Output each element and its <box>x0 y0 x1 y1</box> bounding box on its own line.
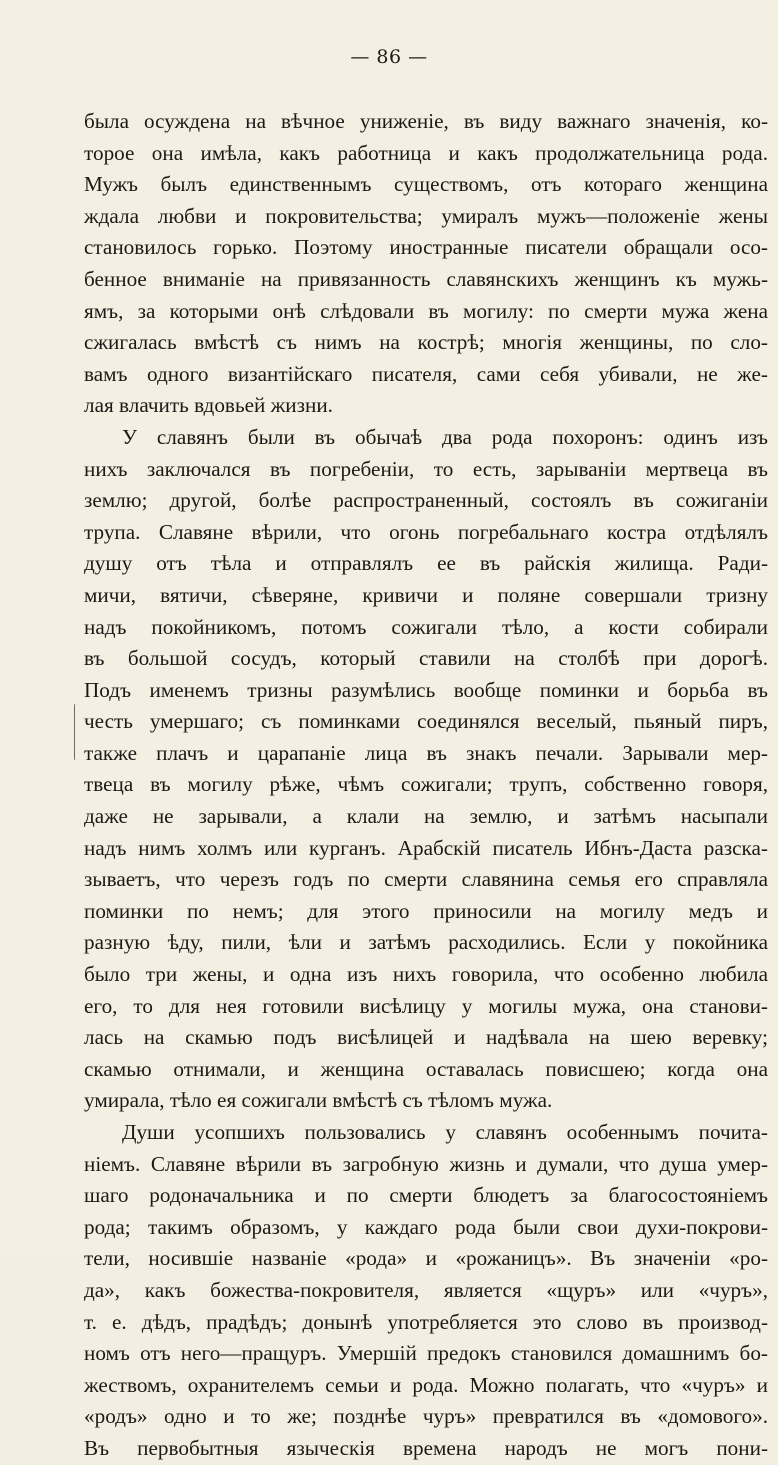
text-line: разную ѣду, пили, ѣли и затѣмъ расходились. Если у покойника <box>84 930 768 955</box>
text-line: У славянъ были въ обычаѣ два рода похоронъ: одинъ изъ <box>122 424 768 449</box>
text-line: Въ первобытныя языческія времена народъ не могъ пони- <box>84 1435 768 1460</box>
text-line: его, то для нея готовили висѣлицу у могилы мужа, она станови- <box>84 993 768 1018</box>
text-line: лась на скамью подъ висѣлицей и надѣвала на шею веревку; <box>84 1025 768 1050</box>
text-line: даже не зарывали, а клали на землю, и затѣмъ насыпали <box>84 804 768 829</box>
text-line: также плачъ и царапаніе лица въ знакъ печали. Зарывали мер- <box>84 740 768 765</box>
text-line: тели, носившіе названіе «рода» и «рожаницъ». Въ значеніи «ро- <box>84 1246 768 1271</box>
text-line: нихъ заключался въ погребеніи, то есть, зарываніи мертвеца въ <box>84 456 768 481</box>
page-number: — 86 — <box>350 46 428 68</box>
text-line: трупа. Славяне вѣрили, что огонь погребальнаго костра отдѣлялъ <box>84 519 768 544</box>
text-line: «родъ» одно и то же; позднѣе чуръ» превратился въ «домового». <box>84 1404 768 1429</box>
text-line: надъ нимъ холмъ или курганъ. Арабскій писатель Ибнъ-Даста разска- <box>84 835 768 860</box>
margin-pencil-mark <box>74 704 77 760</box>
text-line: Мужъ былъ единственнымъ существомъ, отъ котораго женщина <box>84 172 768 197</box>
text-line: въ большой сосудъ, который ставили на столбѣ при дорогѣ. <box>84 646 768 671</box>
text-line: зываетъ, что черезъ годъ по смерти славянина семья его справляла <box>84 867 768 892</box>
text-line: становилось горько. Поэтому иностранные писатели обращали осо- <box>84 235 768 260</box>
text-line: шаго родоначальника и по смерти блюдетъ за благосостояніемъ <box>84 1183 768 1208</box>
text-line: надъ покойникомъ, потомъ сожигали тѣло, а кости собирали <box>84 614 768 639</box>
text-line: торое она имѣла, какъ работница и какъ продолжательница рода. <box>84 140 768 165</box>
text-line: номъ отъ него—пращуръ. Умершій предокъ становился домашнимъ бо- <box>84 1341 768 1366</box>
text-line: была осуждена на вѣчное униженіе, въ виду важнаго значенія, ко- <box>84 109 768 133</box>
text-line: душу отъ тѣла и отправлялъ ее въ райскія жилища. Ради- <box>84 551 768 576</box>
text-line: скамью отнимали, и женщина оставалась повисшею; когда она <box>84 1056 768 1081</box>
text-line: твеца въ могилу рѣже, чѣмъ сожигали; трупъ, собственно говоря, <box>84 772 768 797</box>
text-line: мичи, вятичи, сѣверяне, кривичи и поляне совершали тризну <box>84 582 768 607</box>
text-line: поминки по немъ; для этого приносили на могилу медъ и <box>84 898 768 923</box>
page-body-text <box>84 106 768 1465</box>
text-line: ямъ, за которыми онѣ слѣдовали въ могилу: по смерти мужа жена <box>84 298 768 323</box>
text-line: вамъ одного византійскаго писателя, сами себя убивали, не же- <box>84 361 768 386</box>
text-line: умирала, тѣло ея сожигали вмѣстѣ съ тѣломъ мужа. <box>84 1088 553 1113</box>
text-line: бенное вниманіе на привязанность славянскихъ женщинъ къ мужь- <box>84 266 768 291</box>
text-line: было три жены, и одна изъ нихъ говорила, что особенно любила <box>84 962 768 987</box>
text-line: да», какъ божества-покровителя, является «щуръ» или «чуръ», <box>84 1277 768 1302</box>
text-line: Души усопшихъ пользовались у славянъ особеннымъ почита- <box>122 1120 768 1144</box>
text-line: честь умершаго; съ поминками соединялся веселый, пьяный пиръ, <box>84 709 768 734</box>
text-line: сжигалась вмѣстѣ съ нимъ на кострѣ; многія женщины, по сло- <box>84 330 768 355</box>
text-line: Подъ именемъ тризны разумѣлись вообще поминки и борьба въ <box>84 677 768 702</box>
text-line: лая влачить вдовьей жизни. <box>84 393 333 418</box>
text-line: ніемъ. Славяне вѣрили въ загробную жизнь и думали, что душа умер- <box>84 1151 768 1176</box>
text-line: ждала любви и покровительства; умиралъ мужъ—положеніе жены <box>84 203 768 228</box>
text-line: жествомъ, охранителемъ семьи и рода. Можно полагать, что «чуръ» и <box>84 1372 768 1397</box>
text-line: землю; другой, болѣе распространенный, состоялъ въ сожиганіи <box>84 488 768 513</box>
text-line: т. е. дѣдъ, прадѣдъ; донынѣ употребляется это слово въ производ- <box>84 1309 768 1334</box>
text-line: рода; такимъ образомъ, у каждаго рода были свои духи-покрови- <box>84 1214 768 1239</box>
